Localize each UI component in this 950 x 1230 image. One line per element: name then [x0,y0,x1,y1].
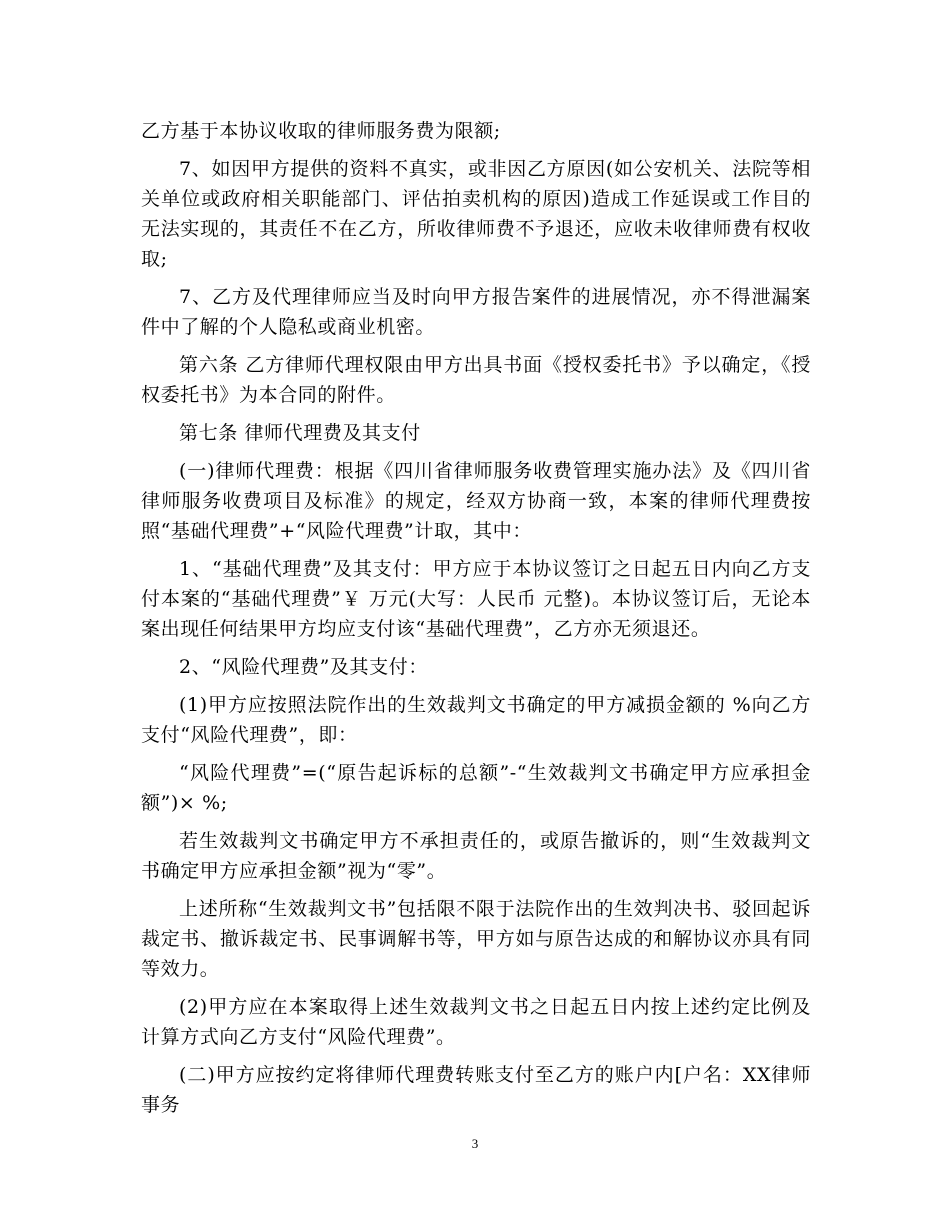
paragraph-base-fee: 1、“基础代理费”及其支付：甲方应于本协议签订之日起五日内向乙方支付本案的“基础代理费”￥ 万元(大写：人民币 元整)。本协议签订后，无论本案出现任何结果甲方均应支付该“基础代理费”，乙方亦无须退还。 [141,558,811,640]
paragraph-risk-fee-rate: (1)甲方应按照法院作出的生效裁判文书确定的甲方减损金额的 %向乙方支付“风险代理费”，即： [141,694,811,746]
paragraph-fee-limit: 乙方基于本协议收取的律师服务费为限额; [141,120,501,142]
body-text [141,116,811,1128]
paragraph-clause-7-report: 7、乙方及代理律师应当及时向甲方报告案件的进展情况，亦不得泄漏案件中了解的个人隐私或商业机密。 [141,286,811,338]
page-number: 3 [471,1136,479,1151]
paragraph-fee-basis: (一)律师代理费：根据《四川省律师服务收费管理实施办法》及《四川省律师服务收费项目及标准》的规定，经双方协商一致，本案的律师代理费按照“基础代理费”+“风险代理费”计取，其中： [141,460,811,542]
paragraph-clause-7-delay: 7、如因甲方提供的资料不真实，或非因乙方原因(如公安机关、法院等相关单位或政府相关职能部门、评估拍卖机构的原因)造成工作延误或工作目的无法实现的，其责任不在乙方，所收律师费不予退还，应收未收律师费有权收取; [141,158,811,270]
paragraph-judgment-definition: 上述所称“生效裁判文书”包括限不限于法院作出的生效判决书、驳回起诉裁定书、撤诉裁定书、民事调解书等，甲方如与原告达成的和解协议亦具有同等效力。 [141,898,811,980]
paragraph-transfer-account: (二)甲方应按约定将律师代理费转账支付至乙方的账户内[户名：XX律师事务 [141,1064,811,1116]
paragraph-article-6: 第六条 乙方律师代理权限由甲方出具书面《授权委托书》予以确定，《授权委托书》为本合同的附件。 [141,354,811,406]
paragraph-risk-fee-formula: “风险代理费”=(“原告起诉标的总额”-“生效裁判文书确定甲方应承担金额”)× %; [141,762,811,814]
paragraph-zero-liability: 若生效裁判文书确定甲方不承担责任的，或原告撤诉的，则“生效裁判文书确定甲方应承担金额”视为“零”。 [141,830,811,882]
paragraph-risk-fee-heading: 2、“风险代理费”及其支付： [179,656,428,678]
paragraph-risk-fee-payment: (2)甲方应在本案取得上述生效裁判文书之日起五日内按上述约定比例及计算方式向乙方支付“风险代理费”。 [141,996,811,1048]
paragraph-article-7-heading: 第七条 律师代理费及其支付 [179,422,421,444]
